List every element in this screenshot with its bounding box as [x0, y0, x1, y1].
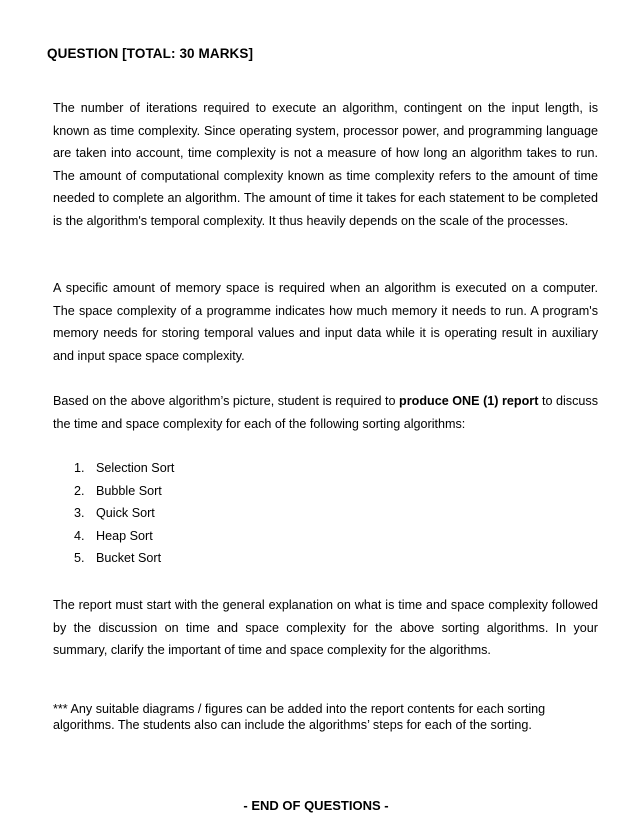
task-instruction-text-end: to discuss the time and space complexity for each of the following sorting algorithms: [53, 394, 598, 431]
list-item-number: 2. [74, 483, 85, 498]
list-item [74, 547, 174, 570]
list-item-number: 4. [74, 528, 85, 543]
list-item-label: Quick Sort [96, 506, 155, 521]
task-instruction-text-start: Based on the above algorithm’s picture, student is required to [53, 394, 400, 408]
list-item-number: 3. [74, 506, 85, 521]
list-item [74, 502, 174, 525]
list-item [74, 457, 174, 480]
list-item [74, 480, 174, 503]
list-item-number: 1. [74, 461, 85, 475]
list-item-number: 5. [74, 551, 85, 566]
space-complexity-paragraph: A specific amount of memory space is required when an algorithm is executed on a computer. The space complexity of a programme indicates how much memory it needs to run. A program's memory needs for storing temporal values and input data while it is operating result in auxiliary and input space space complexity. [53, 281, 598, 363]
list-item-label: Bucket Sort [96, 551, 162, 566]
sorting-algorithm-list [74, 457, 174, 570]
list-item-label: Heap Sort [96, 528, 153, 543]
report-requirements-paragraph: The report must start with the general explanation on what is time and space complexity followed by the discussion on time and space complexity for the above sorting algorithms. In your summary, clarify the important of time and space complexity for the algorithms. [53, 598, 598, 658]
diagram-note: *** Any suitable diagrams / figures can be added into the report contents for each sorting algorithms. The students also can include the algorithms’ steps for each of the sorting. [53, 702, 546, 732]
end-of-questions-marker: - END OF QUESTIONS - [243, 798, 389, 813]
list-item [74, 525, 174, 548]
page-title: QUESTION [TOTAL: 30 MARKS] [47, 46, 254, 61]
task-instruction-emphasis: produce ONE (1) report [399, 394, 539, 408]
list-item-label: Selection Sort [96, 461, 175, 475]
time-complexity-paragraph: The number of iterations required to execute an algorithm, contingent on the input length, is known as time complexity. Since operating system, processor power, and programming language are taken into account, time complexity is not a measure of how long an algorithm takes to run. The amount of computational complexity known as time complexity refers to the amount of time needed to complete an algorithm. The amount of time it takes for each statement to be completed is the algorithm's temporal complexity. It thus heavily depends on the scale of the processes. [53, 101, 598, 228]
task-instruction-paragraph [53, 390, 598, 435]
list-item-label: Bubble Sort [96, 483, 162, 498]
